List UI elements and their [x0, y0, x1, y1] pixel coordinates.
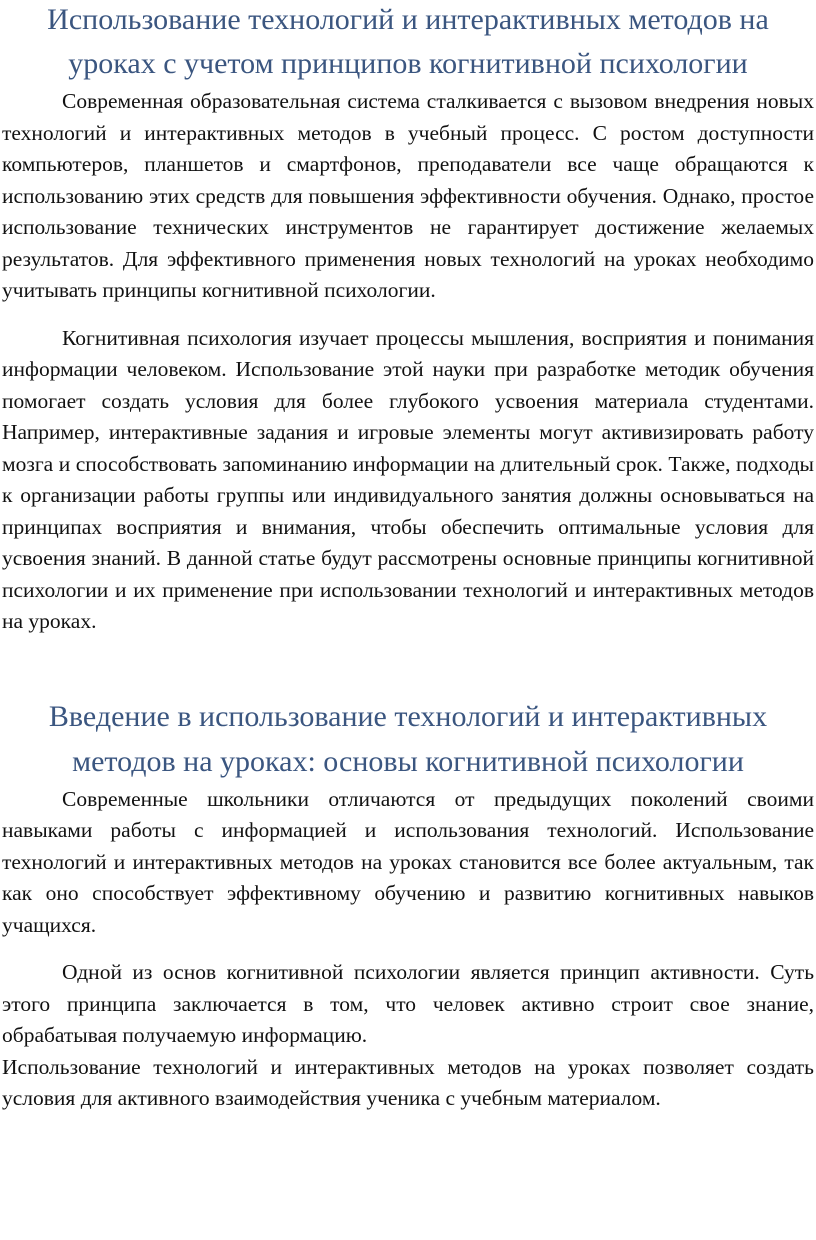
- section-paragraph-2: Одной из основ когнитивной психологии является принцип активности. Суть этого принципа заключается в том, что человек активно строит свое знание, обрабатывая получаемую информацию.: [2, 960, 814, 1047]
- section-paragraph-1: Современные школьники отличаются от предыдущих поколений своими навыками работы с информацией и использования технологий. Использование технологий и интерактивных методов на уроках становится все более актуальным, так как оно способствует эффективному обучению и развитию когнитивных навыков учащихся.: [2, 786, 814, 937]
- section-heading: Введение в использование технологий и интерактивных методов на уроках: основы когнитивной психологии: [48, 699, 768, 778]
- intro-paragraph-1: Современная образовательная система сталкивается с вызовом внедрения новых технологий и интерактивных методов в учебный процесс. С ростом доступности компьютеров, планшетов и смартфонов, преподаватели все чаще обращаются к использованию этих средств для повышения эффективности обучения. Однако, простое использование технических инструментов не гарантирует достижение желаемых результатов. Для эффективного применения новых технологий на уроках необходимо учитывать принципы когнитивной психологии.: [2, 89, 814, 302]
- document-title: Использование технологий и интерактивных методов на уроках с учетом принципов когнитивной психологии: [47, 3, 769, 80]
- intro-paragraph-2: Когнитивная психология изучает процессы мышления, восприятия и понимания информации человеком. Использование этой науки при разработке методик обучения помогает создать условия для более глубокого усвоения материала студентами. Например, интерактивные задания и игровые элементы могут активизировать работу мозга и способствовать запоминанию информации на длительный срок. Также, подходы к организации работы группы или индивидуального занятия должны основываться на принципах восприятия и внимания, чтобы обеспечить оптимальные условия для усвоения знаний. В данной статье будут рассмотрены основные принципы когнитивной психологии и их применение при использовании технологий и интерактивных методов на уроках.: [2, 325, 814, 633]
- section-paragraph-3: Использование технологий и интерактивных методов на уроках позволяет создать условия для активного взаимодействия ученика с учебным материалом.: [2, 1054, 814, 1110]
